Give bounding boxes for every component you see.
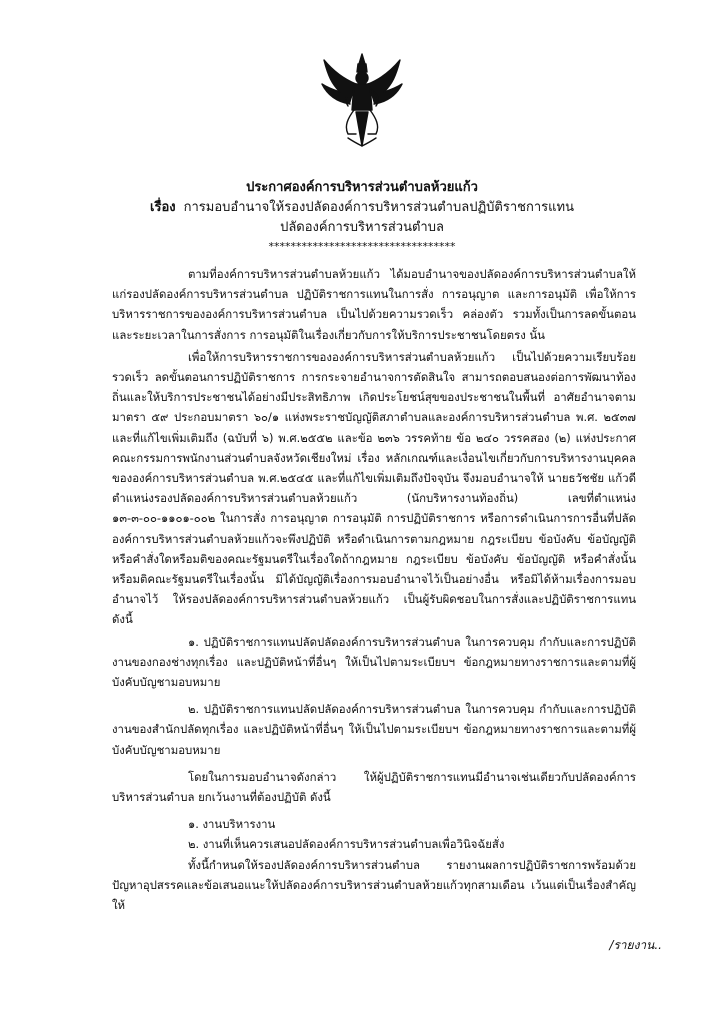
exception-item-1: ๑. งานบริหารงาน	[188, 817, 276, 832]
continuation-marker: /รายงาน..	[609, 938, 662, 952]
separator-line: **********************************	[268, 240, 456, 253]
exception-item-2: ๒. งานที่เห็นควรเสนอปลัดองค์การบริหารส่วนตำบลเพื่อวินิจฉัยสั่ง	[188, 837, 505, 852]
announcement-body	[112, 264, 636, 917]
garuda-emblem-icon	[318, 50, 406, 150]
duty-item-1: ๑. ปฏิบัติราชการแทนปลัดปลัดองค์การบริหารส่วนตำบล ในการควบคุม กำกับและการปฏิบัติงานของกองช่างทุกเรื่อง และปฏิบัติหน้าที่อื่นๆ ให้เป็นไปตามระเบียบฯ ข้อกฎหมายทางราชการและตามที่ผู้บังคับบัญชามอบหมาย	[112, 634, 636, 690]
paragraph-background: ตามที่องค์การบริหารส่วนตำบลห้วยแก้ว ได้มอบอำนาจของปลัดองค์การบริหารส่วนตำบลให้แก่รองปลัดองค์การบริหารส่วนตำบล ปฏิบัติราชการแทนในการสั่ง การอนุญาต และการอนุมัติ เพื่อให้การบริหารราชการขององค์การบริหารส่วนตำบล เป็นไปด้วยความรวดเร็ว คล่องตัว รวมทั้งเป็นการลดขั้นตอนและระยะเวลาในการสั่งการ การอนุมัติในเรื่องเกี่ยวกับการให้บริการประชาชนโดยตรง นั้น	[112, 267, 636, 342]
announcement-title: ประกาศองค์การบริหารส่วนตำบลห้วยแก้ว	[246, 180, 478, 195]
subject-line-1: การมอบอำนาจให้รองปลัดองค์การบริหารส่วนตำบลปฏิบัติราชการแทน	[183, 200, 574, 215]
subject-row	[0, 198, 724, 218]
subject-label: เรื่อง	[150, 200, 176, 215]
subject-line-2: ปลัดองค์การบริหารส่วนตำบล	[280, 220, 444, 235]
paragraph-delegation-basis: เพื่อให้การบริหารราชการขององค์การบริหารส่วนตำบลห้วยแก้ว เป็นไปด้วยความเรียบร้อย รวดเร็ว ลดขั้นตอนการปฏิบัติราชการ การกระจายอำนาจการตัดสินใจ สามารถตอบสนองต่อการพัฒนาท้องถิ่นและให้บริการประชาชนได้อย่างมีประสิทธิภาพ เกิดประโยชน์สุขของประชาชนในพื้นที่ อาศัยอำนาจตามมาตรา ๕๙ ประกอบมาตรา ๖๐/๑ แห่งพระราชบัญญัติสภาตำบลและองค์การบริหารส่วนตำบล พ.ศ. ๒๕๓๗ และที่แก้ไขเพิ่มเติมถึง (ฉบับที่ ๖) พ.ศ.๒๕๕๒ และข้อ ๒๓๖ วรรคท้าย ข้อ ๒๔๐ วรรคสอง (๒) แห่งประกาศคณะกรรมการพนักงานส่วนตำบลจังหวัดเชียงใหม่ เรื่อง หลักเกณฑ์และเงื่อนไขเกี่ยวกับการบริหารงานบุคคลขององค์การบริหารส่วนตำบล พ.ศ.๒๕๔๕ และที่แก้ไขเพิ่มเติมถึงปัจจุบัน จึงมอบอำนาจให้ นายธวัชชัย แก้วดี ตำแหน่งรองปลัดองค์การบริหารส่วนตำบลห้วยแก้ว (นักบริหารงานท้องถิ่น) เลขที่ตำแหน่ง ๑๓-๓-๐๐-๑๑๐๑-๐๐๒ ในการสั่ง การอนุญาต การอนุมัติ การปฏิบัติราชการ หรือการดำเนินการการอื่นที่ปลัดองค์การบริหารส่วนตำบลห้วยแก้วจะพึงปฏิบัติ หรือดำเนินการตามกฎหมาย กฎระเบียบ ข้อบังคับ ข้อบัญญัติหรือคำสั่งใดหรือมติของคณะรัฐมนตรีในเรื่องใดถ้ากฎหมาย กฎระเบียบ ข้อบังคับ ข้อบัญญัติ หรือคำสั่งนั้น หรือมติคณะรัฐมนตรีในเรื่องนั้น มิได้บัญญัติเรื่องการมอบอำนาจไว้เป็นอย่างอื่น หรือมิได้ห้ามเรื่องการมอบอำนาจไว้ ให้รองปลัดองค์การบริหารส่วนตำบลห้วยแก้ว เป็นผู้รับผิดชอบในการสั่งและปฏิบัติราชการแทน ดังนี้	[112, 349, 636, 627]
duty-item-2: ๒. ปฏิบัติราชการแทนปลัดปลัดองค์การบริหารส่วนตำบล ในการควบคุม กำกับและการปฏิบัติงานของสำนักปลัดทุกเรื่อง และปฏิบัติหน้าที่อื่นๆ ให้เป็นไปตามระเบียบฯ ข้อกฎหมายทางราชการและตามที่ผู้บังคับบัญชามอบหมาย	[112, 702, 636, 757]
paragraph-delegation-scope: โดยในการมอบอำนาจดังกล่าว ให้ผู้ปฏิบัติราชการแทนมีอำนาจเช่นเดียวกับปลัดองค์การบริหารส่วนตำบล ยกเว้นงานที่ต้องปฏิบัติ ดังนี้	[112, 769, 636, 805]
paragraph-closing: ทั้งนี้กำหนดให้รองปลัดองค์การบริหารส่วนตำบล รายงานผลการปฏิบัติราชการพร้อมด้วยปัญหาอุปสรรคและข้อเสนอแนะให้ปลัดองค์การบริหารส่วนตำบลห้วยแก้วทุกสามเดือน เว้นแต่เป็นเรื่องสำคัญให้	[112, 857, 636, 913]
announcement-header	[0, 178, 724, 254]
